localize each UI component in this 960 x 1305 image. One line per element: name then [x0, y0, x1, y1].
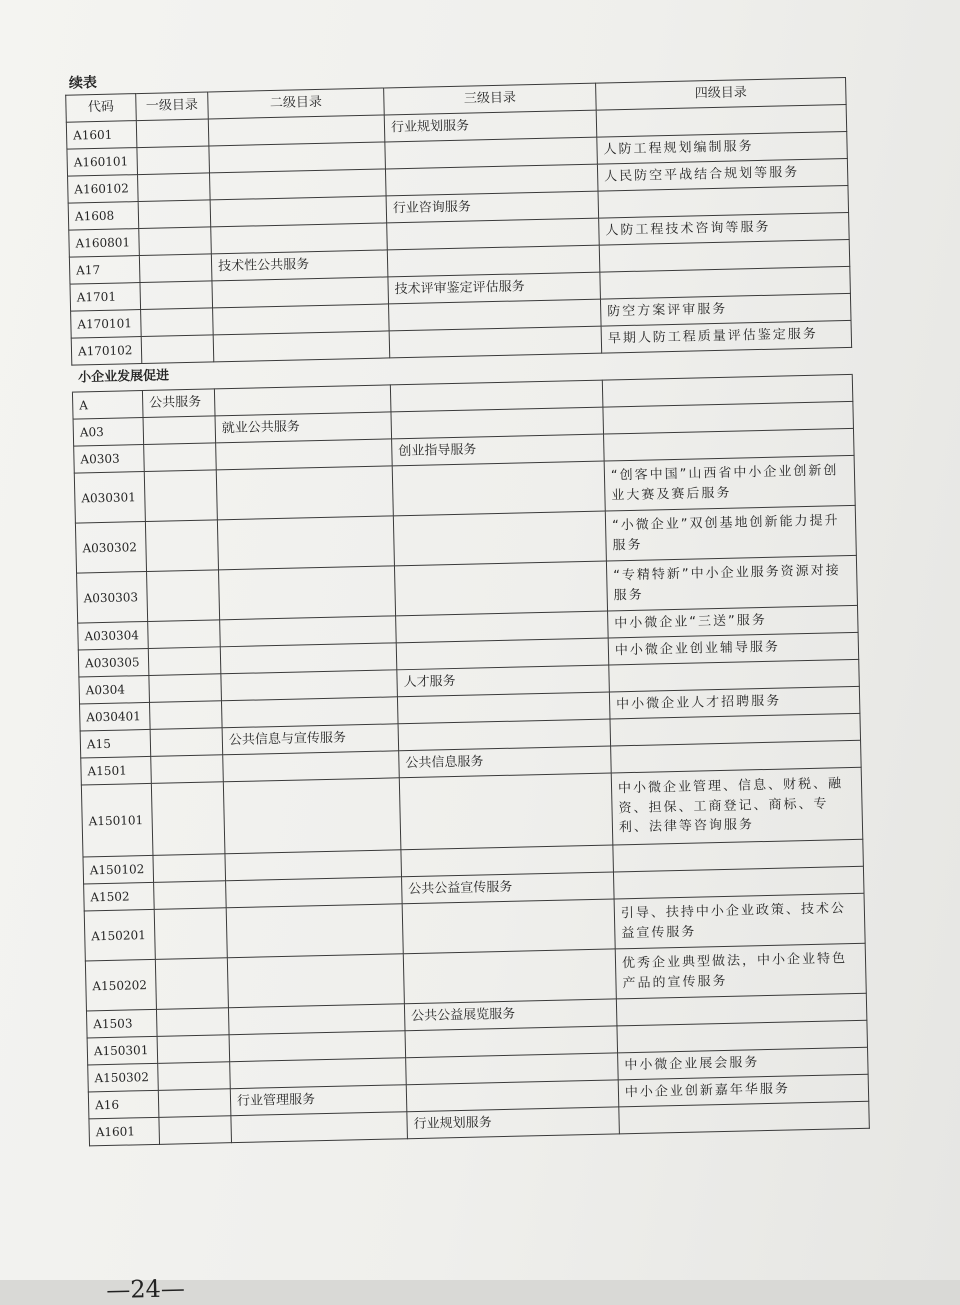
level1-cell [158, 1062, 231, 1091]
level1-cell [147, 570, 220, 622]
table-body-top [66, 104, 851, 365]
level2-cell [217, 516, 394, 570]
code-cell: A150302 [88, 1063, 159, 1092]
level3-cell: 创业指导服务 [392, 434, 605, 466]
level1-cell [155, 958, 228, 1010]
code-cell: A [72, 391, 143, 420]
level1-cell [136, 119, 209, 148]
level1-cell [148, 647, 221, 676]
code-cell: A17 [69, 256, 140, 285]
header-level3: 三级目录 [384, 83, 597, 115]
code-cell: A1608 [68, 202, 139, 231]
level2-cell [221, 670, 398, 701]
level4-cell: 人防工程规划编制服务 [597, 131, 848, 164]
level2-cell: 行业管理服务 [230, 1085, 407, 1116]
level2-cell [223, 751, 400, 782]
code-cell: A150101 [81, 783, 153, 857]
code-cell: A1502 [84, 882, 155, 911]
code-cell: A16 [88, 1090, 159, 1119]
level4-cell: 人民防空平战结合规划等服务 [597, 158, 848, 191]
level1-cell [139, 227, 212, 256]
code-cell: A1701 [70, 283, 141, 312]
code-cell: A030304 [78, 621, 149, 650]
level4-cell: 中小微企业创业辅导服务 [608, 632, 859, 665]
level2-cell [229, 1031, 406, 1062]
level2-cell [208, 115, 385, 146]
level2-cell [221, 697, 398, 728]
level4-cell: 防空方案评审服务 [600, 293, 851, 326]
document-sheet [16, 31, 894, 1305]
level2-cell [210, 196, 387, 227]
level3-cell: 行业规划服务 [384, 110, 597, 142]
level1-cell [148, 620, 221, 649]
level1-cell [137, 146, 210, 175]
level1-cell [139, 254, 212, 283]
level1-cell [158, 1089, 231, 1118]
level1-cell [141, 308, 214, 337]
level2-cell [226, 904, 403, 958]
page-number: —24— [106, 1274, 186, 1305]
level4-cell: 中小微企业管理、信息、财税、融资、担保、工商登记、商标、专利、法律等咨询服务 [611, 767, 863, 845]
level1-cell [143, 416, 216, 445]
level2-cell [216, 466, 393, 520]
section-title: 小企业发展促进 [72, 347, 852, 392]
level1-cell [154, 908, 227, 960]
level2-cell [216, 439, 393, 470]
level1-cell [141, 335, 214, 364]
level2-cell [213, 304, 390, 335]
level4-cell: 中小微企业“三送”服务 [608, 605, 859, 638]
code-cell: A0303 [74, 445, 145, 474]
header-level2: 二级目录 [208, 88, 385, 119]
code-cell: A15 [80, 729, 151, 758]
level2-cell: 公共信息与宣传服务 [222, 724, 399, 755]
level1-cell [153, 854, 226, 883]
code-cell: A160101 [67, 148, 138, 177]
level2-cell [228, 1004, 405, 1035]
level1-cell [159, 1116, 232, 1145]
code-cell: A170102 [71, 337, 142, 366]
code-cell: A150201 [84, 909, 155, 961]
level1-cell [154, 881, 227, 910]
header-level1: 一级目录 [136, 92, 209, 121]
level1-cell [145, 520, 218, 572]
level2-cell [226, 877, 403, 908]
level2-cell [230, 1058, 407, 1089]
level3-cell [392, 461, 605, 516]
level1-cell [156, 1008, 229, 1037]
level1-cell: 公共服务 [142, 389, 215, 418]
level4-cell: 人防工程技术咨询等服务 [599, 212, 850, 245]
code-cell: A030302 [75, 521, 146, 573]
table-caption: 续表 [68, 74, 98, 92]
table-body-bottom [72, 374, 869, 1146]
level4-cell: “专精特新”中小企业服务资源对接服务 [606, 555, 857, 611]
level4-cell: 优秀企业典型做法，中小企业特色产品的宣传服务 [615, 943, 866, 999]
code-cell: A160102 [68, 175, 139, 204]
level4-cell [619, 1101, 870, 1134]
code-cell: A030301 [74, 472, 145, 524]
level2-cell [231, 1112, 408, 1143]
code-cell: A150202 [85, 959, 156, 1011]
code-cell: A1503 [86, 1009, 157, 1038]
level2-cell: 技术性公共服务 [211, 250, 388, 281]
level2-cell [219, 566, 396, 620]
level1-cell [151, 782, 225, 856]
level1-cell [138, 173, 211, 202]
level3-cell [399, 773, 613, 850]
code-cell: A030305 [78, 648, 149, 677]
catalog-table [65, 77, 870, 1146]
level1-cell [140, 281, 213, 310]
header-level4: 四级目录 [596, 77, 847, 110]
code-cell: A030401 [80, 702, 151, 731]
code-cell: A150301 [87, 1036, 158, 1065]
level1-cell [149, 674, 222, 703]
code-cell: A0304 [79, 675, 150, 704]
level1-cell [149, 701, 222, 730]
level3-cell [394, 561, 607, 616]
level2-cell [223, 778, 401, 854]
level3-cell: 行业咨询服务 [386, 191, 599, 223]
level3-cell: 公共公益宣传服务 [402, 872, 615, 904]
level3-cell [402, 899, 615, 954]
level1-cell [151, 755, 224, 784]
level2-cell [220, 616, 397, 647]
code-cell: A030303 [77, 571, 148, 623]
level4-cell: “小微企业”双创基地创新能力提升服务 [605, 505, 856, 561]
level3-cell: 公共信息服务 [399, 746, 612, 778]
code-cell: A1601 [66, 121, 137, 150]
level3-cell: 技术评审鉴定评估服务 [388, 272, 601, 304]
code-cell: A1601 [89, 1117, 160, 1146]
level1-cell [138, 200, 211, 229]
header-code: 代码 [66, 94, 137, 123]
level1-cell [144, 470, 217, 522]
level2-cell [209, 142, 386, 173]
level2-cell [220, 643, 397, 674]
level4-cell: 中小微企业展会服务 [618, 1047, 869, 1080]
level2-cell [210, 169, 387, 200]
code-cell: A170101 [71, 310, 142, 339]
level4-cell: “创客中国”山西省中小企业创新创业大赛及赛后服务 [604, 455, 855, 511]
level2-cell [227, 954, 404, 1008]
code-cell: A03 [73, 418, 144, 447]
level2-cell [211, 223, 388, 254]
level4-cell: 中小微企业人才招聘服务 [609, 686, 860, 719]
level2-cell [213, 331, 390, 362]
level2-cell [225, 850, 402, 881]
code-cell: A160801 [69, 229, 140, 258]
level1-cell [157, 1035, 230, 1064]
level4-cell: 中小企业创新嘉年华服务 [618, 1074, 869, 1107]
level2-cell [212, 277, 389, 308]
level2-cell [214, 385, 391, 416]
level1-cell [144, 443, 217, 472]
level4-cell: 引导、扶持中小企业政策、技术公益宣传服务 [614, 893, 865, 949]
level2-cell: 就业公共服务 [215, 412, 392, 443]
code-cell: A150102 [83, 855, 154, 884]
level1-cell [150, 728, 223, 757]
code-cell: A1501 [81, 756, 152, 785]
level4-cell: 早期人防工程质量评估鉴定服务 [601, 320, 852, 353]
level3-cell: 行业规划服务 [407, 1107, 620, 1139]
level3-cell [403, 949, 616, 1004]
level3-cell [393, 511, 606, 566]
level3-cell: 公共公益展览服务 [404, 999, 617, 1031]
level3-cell: 人才服务 [397, 665, 610, 697]
